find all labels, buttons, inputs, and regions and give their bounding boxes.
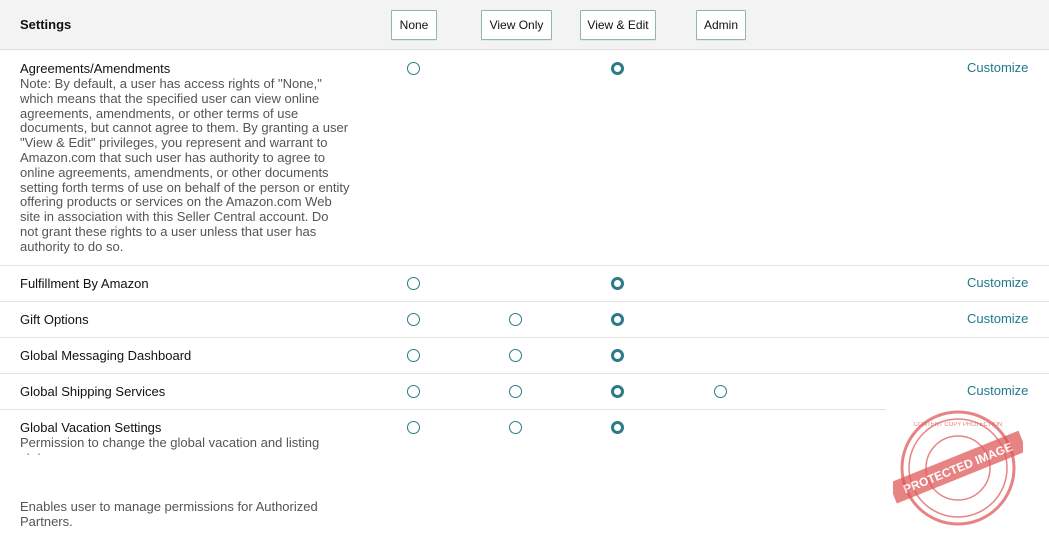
settings-title: Settings: [20, 17, 72, 32]
row-name: Gift Options: [20, 312, 89, 327]
radio-admin[interactable]: [714, 385, 727, 398]
customize-link[interactable]: Customize: [967, 275, 1029, 290]
radio-view-edit[interactable]: [611, 62, 624, 75]
svg-text:PROTECTED IMAGE: PROTECTED IMAGE: [901, 439, 1015, 497]
radio-none[interactable]: [407, 277, 420, 290]
row-description: Note: By default, a user has access rights of "None," which means that the specified user can view online agreements, amendments, or other terms of use documents, but cannot agree to them. By granting a user "View & Edit" privileges, you represent and warrant to Amazon.com that such user has authority to agree to online agreements, amendments, or other documents setting forth terms of use on behalf of the person or entity offering products or services on the Amazon.com Web site in association with this Seller Central account. Do not grant these rights to a user unless that user has authority to do so.: [20, 76, 350, 254]
customize-link[interactable]: Customize: [967, 60, 1029, 75]
radio-none[interactable]: [407, 421, 420, 434]
customize-link[interactable]: Customize: [967, 311, 1029, 326]
column-view-only-button[interactable]: View Only: [481, 10, 552, 40]
permission-row-agreements: [0, 51, 1049, 266]
permission-row-global-messaging: [0, 338, 1049, 374]
radio-view-only[interactable]: [509, 313, 522, 326]
permission-row-gift-options: [0, 302, 1049, 338]
protected-image-stamp-icon: [893, 408, 1023, 528]
row-description: Permission to change the global vacation and listing: [20, 435, 320, 450]
radio-none[interactable]: [407, 385, 420, 398]
customize-link[interactable]: Customize: [967, 383, 1029, 398]
radio-view-edit[interactable]: [611, 421, 624, 434]
radio-none[interactable]: [407, 313, 420, 326]
svg-text:CONTENT COPY PROTECTION: CONTENT COPY PROTECTION: [913, 422, 1003, 428]
radio-view-edit[interactable]: [611, 385, 624, 398]
row-name: Fulfillment By Amazon: [20, 276, 149, 291]
permission-row-global-shipping: [0, 374, 1049, 410]
row-name: Global Messaging Dashboard: [20, 348, 192, 363]
row-name: Agreements/Amendments: [20, 61, 171, 76]
radio-none[interactable]: [407, 349, 420, 362]
radio-none[interactable]: [407, 62, 420, 75]
row-name: Global Shipping Services: [20, 384, 166, 399]
column-admin-button[interactable]: Admin: [696, 10, 746, 40]
column-none-button[interactable]: None: [391, 10, 437, 40]
permissions-header: [0, 0, 1049, 50]
radio-view-edit[interactable]: [611, 313, 624, 326]
radio-view-only[interactable]: [509, 349, 522, 362]
radio-view-edit[interactable]: [611, 349, 624, 362]
permission-row-fba: [0, 266, 1049, 302]
radio-view-only[interactable]: [509, 385, 522, 398]
radio-view-edit[interactable]: [611, 277, 624, 290]
authorized-partners-description: Enables user to manage permissions for Authorized Partners.: [20, 499, 318, 529]
column-view-edit-button[interactable]: View & Edit: [580, 10, 656, 40]
radio-view-only[interactable]: [509, 421, 522, 434]
content-overlay: [0, 455, 886, 500]
row-name: Global Vacation Settings: [20, 420, 162, 435]
